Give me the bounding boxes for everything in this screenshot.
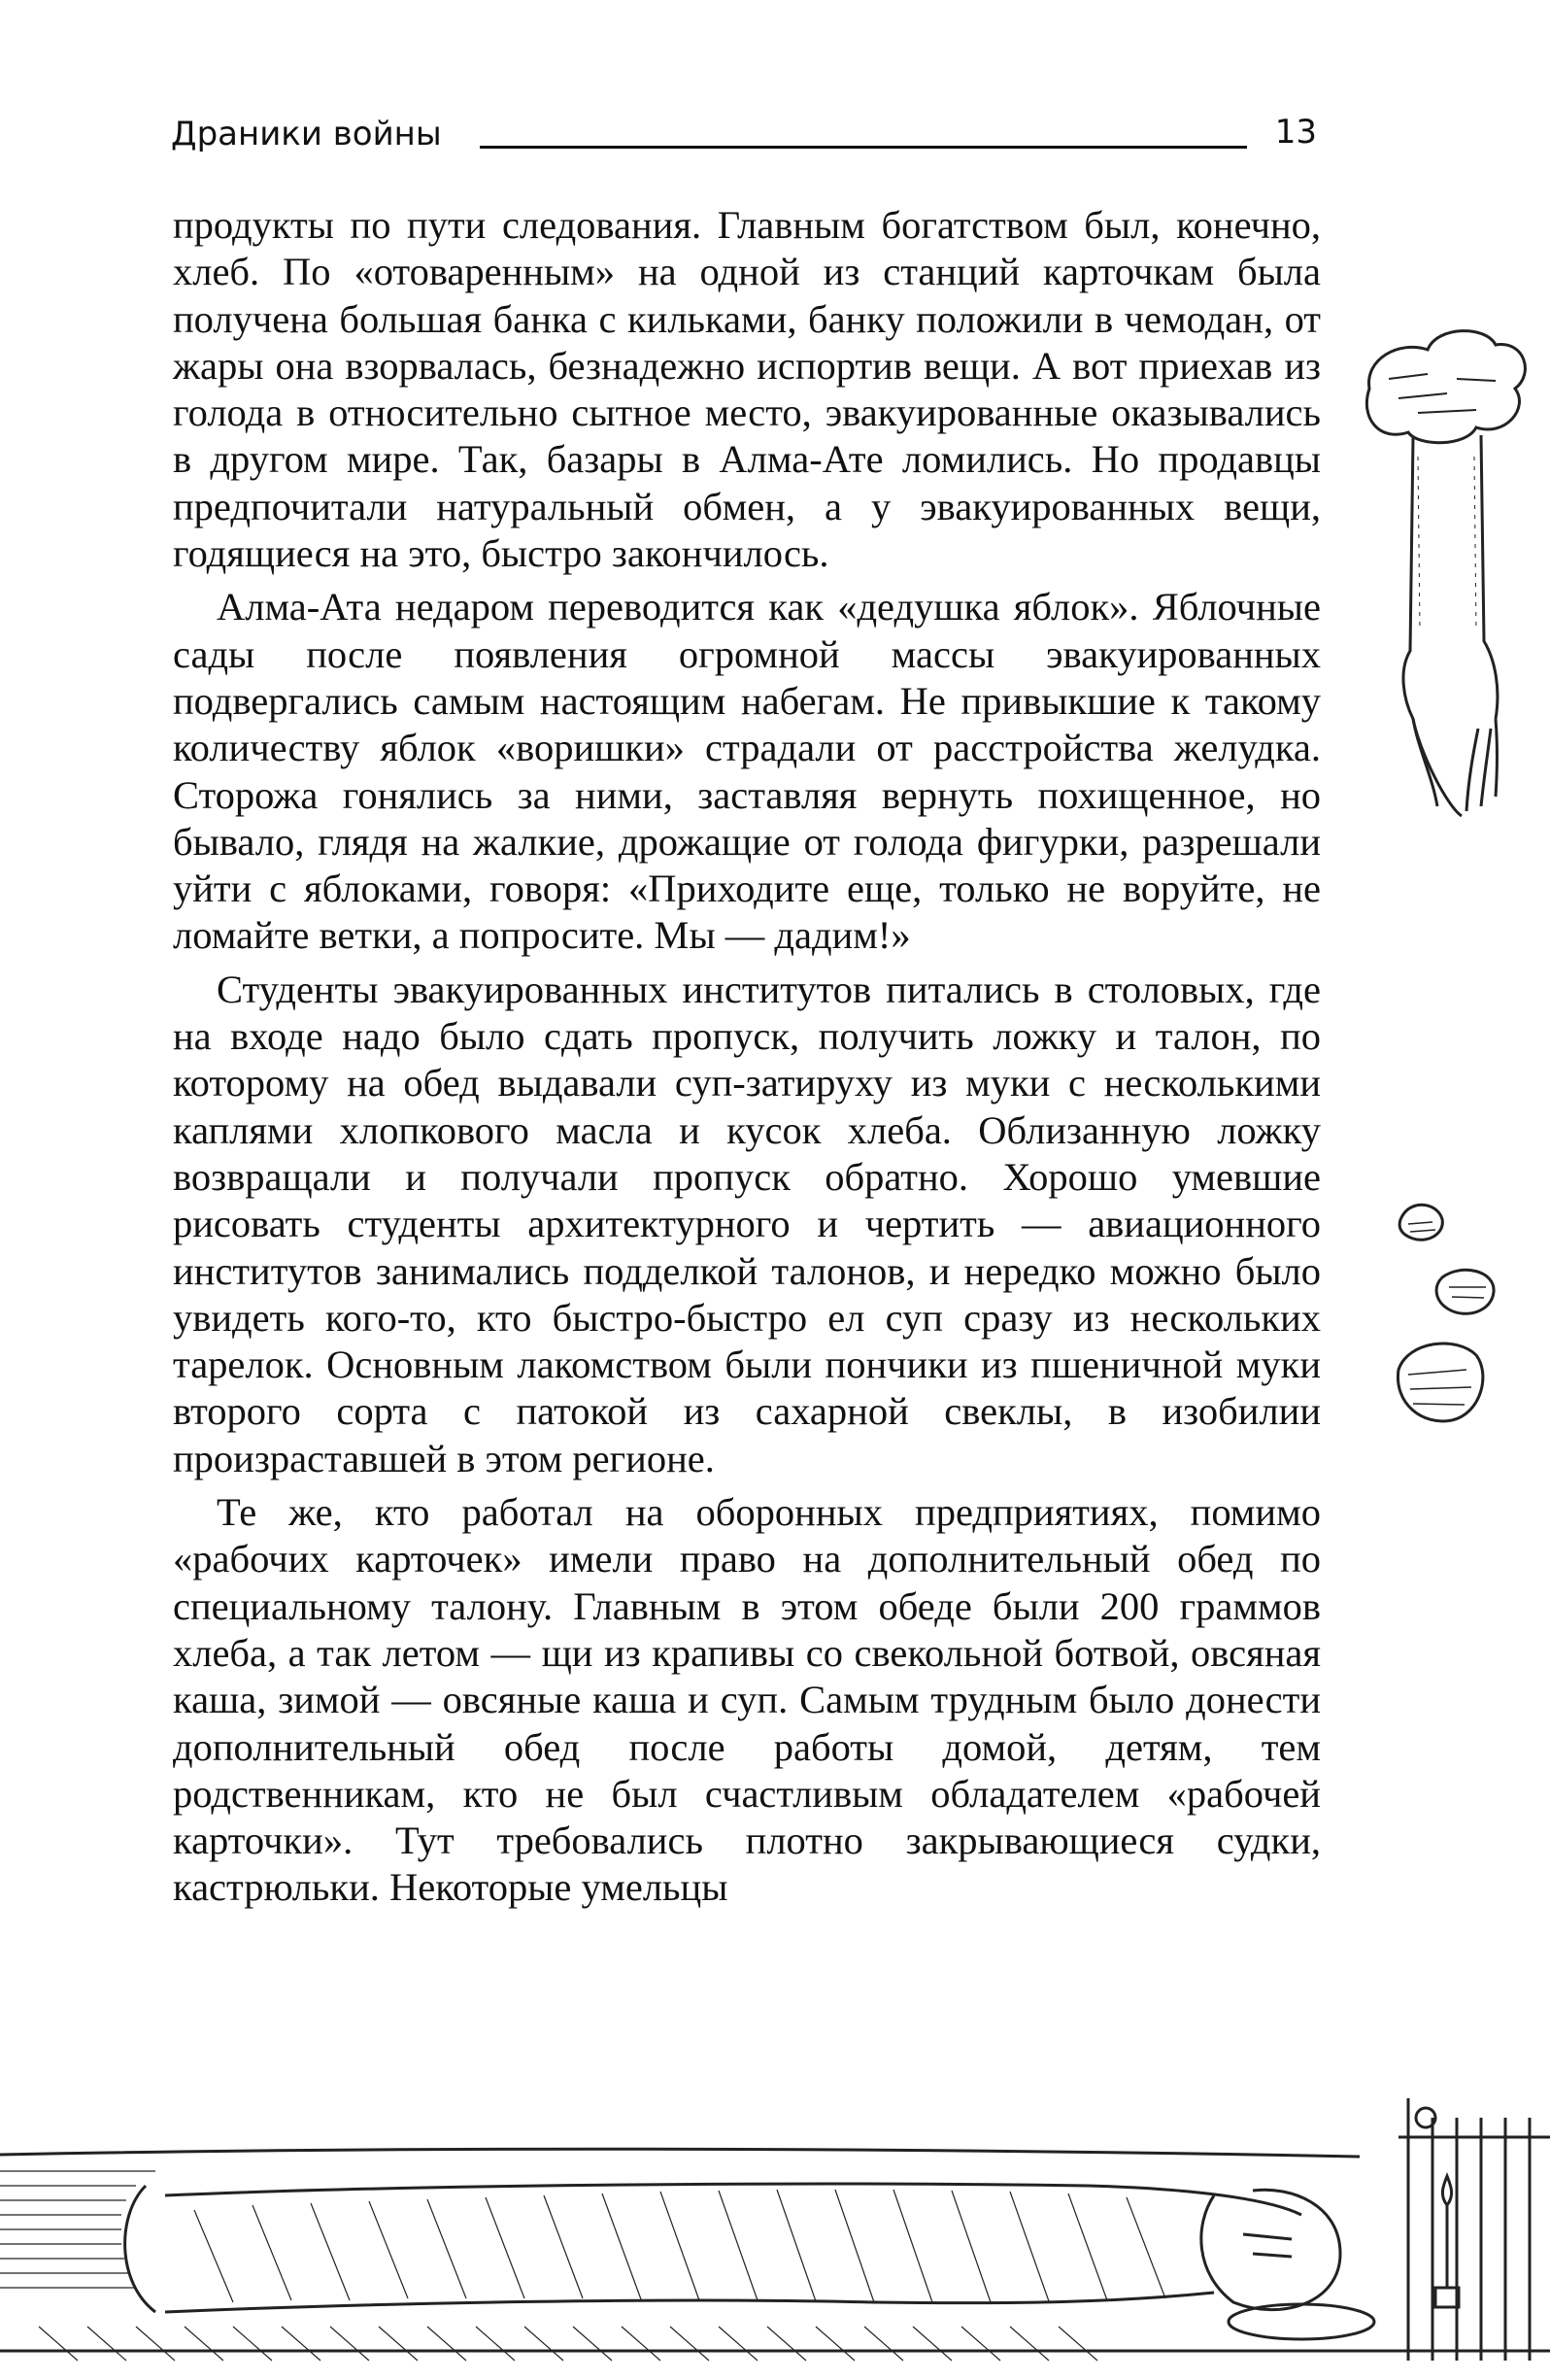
running-title: Драники войны (171, 115, 442, 153)
main-text (173, 202, 1321, 1919)
running-header (171, 109, 1317, 157)
hand-illustration (1360, 321, 1534, 826)
header-rule (480, 146, 1247, 149)
paragraph-1: продукты по пути следования. Главным богатством был, конечно, хлеб. По «отоваренным» на одной из станций карточкам была получена большая банка с кильками, банку положили в чемодан, от жары она взорвалась, безнадежно испортив вещи. А вот приехав из голода в относительно сытное место, эвакуированные оказывались в другом мире. Так, базары в Алма-Ате ломились. Но продавцы предпочитали натуральный обмен, а у эвакуированных вещи, годящиеся на это, быстро закончилось. (173, 203, 1321, 576)
paragraph-4: Те же, кто работал на оборонных предприятиях, помимо «рабочих карточек» имели право на дополнительный обед по специальному талону. Главным в этом обеде были 200 граммов хлеба, а так летом — щи из крапивы со свекольной ботвой, овсяная каша, зимой — овсяные каша и суп. Самым трудным было донести дополнительный обед после работы домой, детям, тем родственникам, кто не был счастливым обладателем «рабочей карточки». Тут требовались плотно закрывающиеся судки, кастрюльки. Некоторые умельцы (173, 1490, 1321, 1910)
bread-crumbs-illustration (1389, 1195, 1515, 1447)
page-number: 13 (1274, 113, 1317, 152)
paragraph-2: Алма-Ата недаром переводится как «дедушка яблок». Яблочные сады после появления огромной массы эвакуированных подвергались самым настоящим набегам. Не привыкшие к такому количеству яблок «воришки» страдали от расстройства желудка. Сторожа гонялись за ними, заставляя вернуть похищенное, но бывало, глядя на жалкие, дрожащие от голода фигурки, разрешали уйти с яблоками, говоря: «Приходите еще, только не воруйте, не ломайте ветки, а попросите. Мы — дадим!» (173, 585, 1321, 958)
paragraph-3: Студенты эвакуированных институтов питались в столовых, где на входе надо было сдать пропуск, получить ложку и талон, по которому на обед выдавали суп-затируху из муки с несколькими каплями хлопкового масла и кусок хлеба. Облизанную ложку возвращали и получали пропуск обратно. Хорошо умевшие рисовать студенты архитектурного и чертить — авиационного институтов занимались подделкой талонов, и нередко можно было увидеть кого-то, кто быстро-быстро ел суп сразу из нескольких тарелок. Основным лакомством были пончики из пшеничной муки второго сорта с патокой из сахарной свеклы, в изобилии произраставшей в этом регионе. (173, 967, 1321, 1480)
bed-sleeper-illustration (0, 2079, 1550, 2380)
